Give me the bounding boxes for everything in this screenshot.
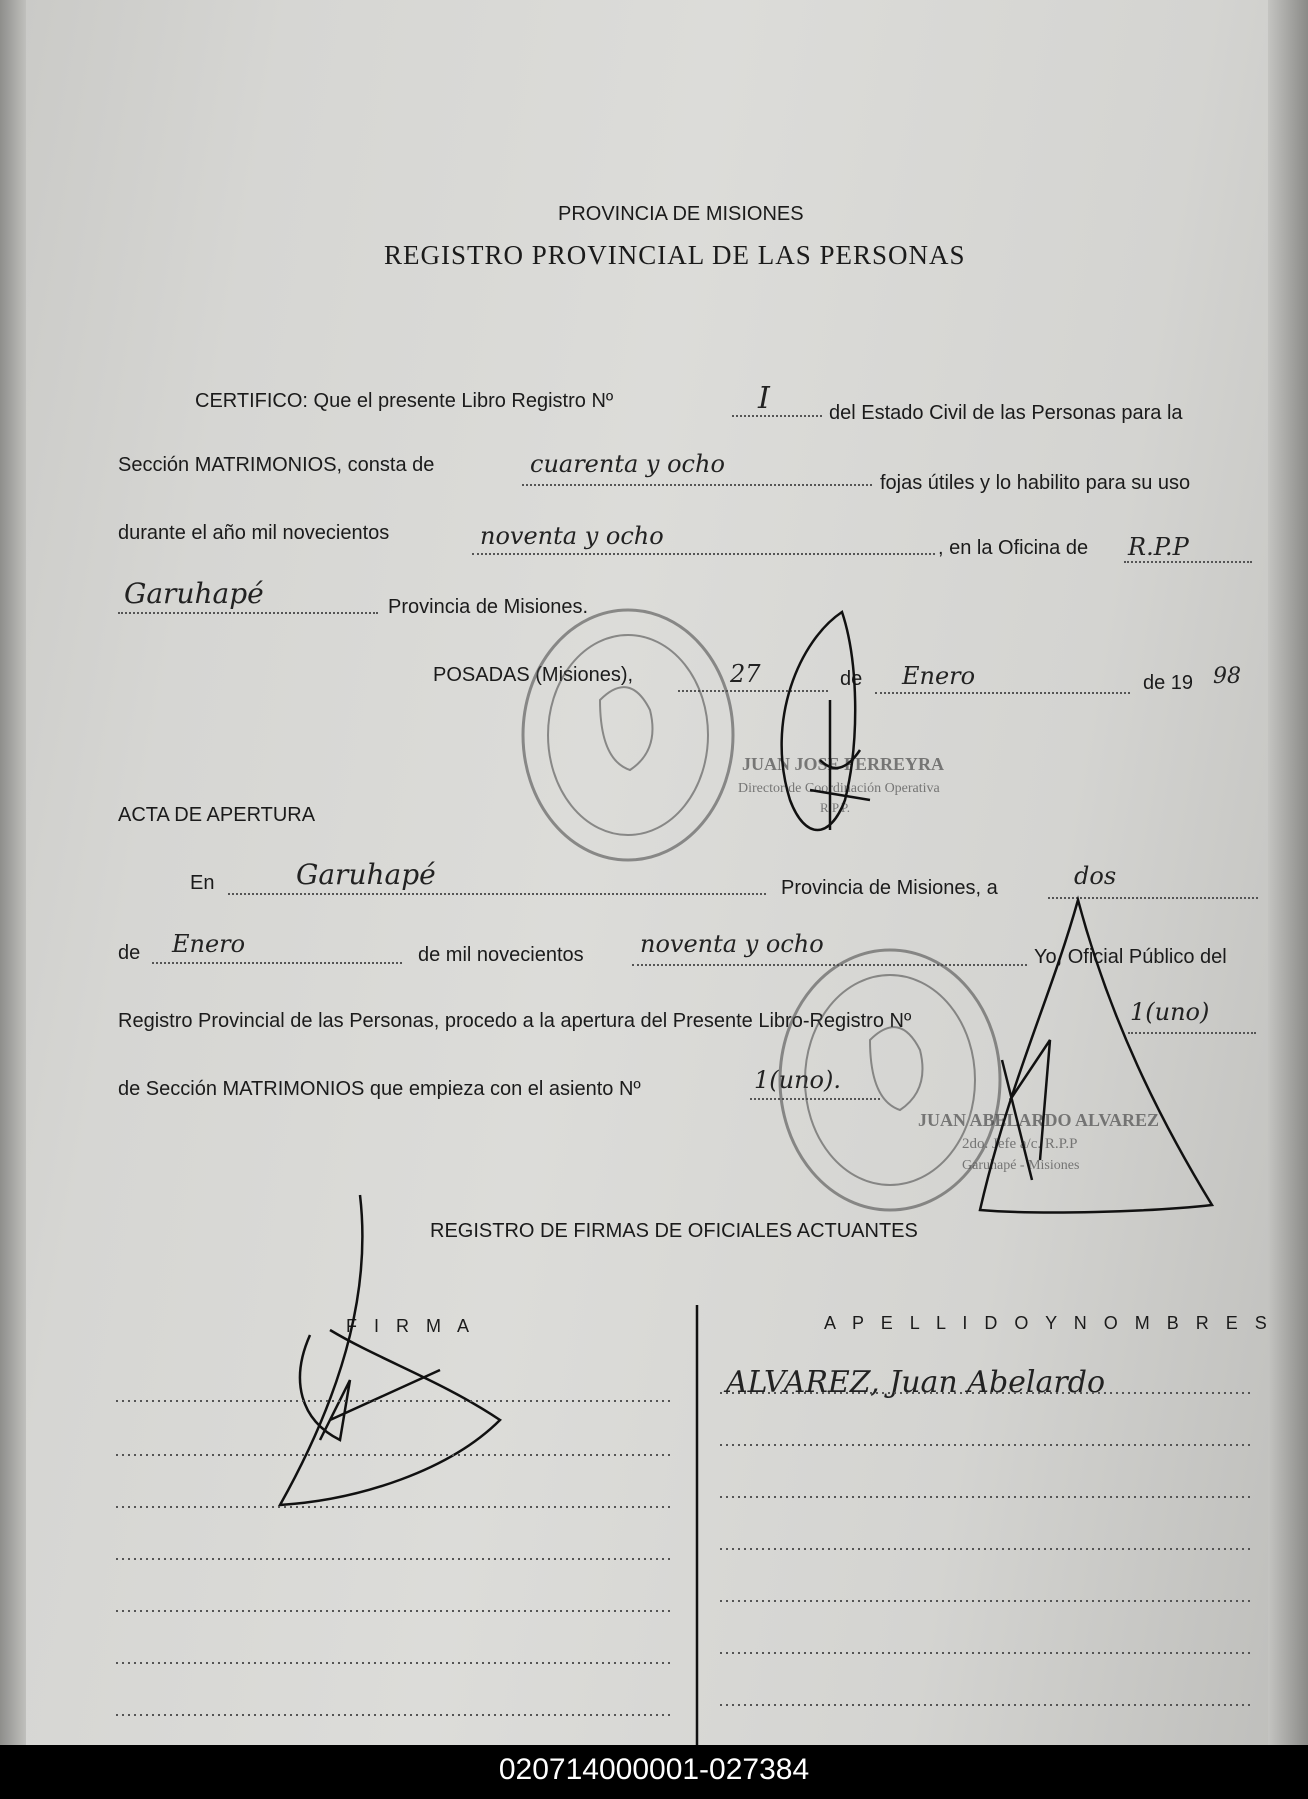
cert-line2-start: Sección MATRIMONIOS, consta de: [118, 454, 435, 476]
acta-de: de: [118, 942, 141, 964]
official-name-handwritten: ALVAREZ, Juan Abelardo: [726, 1365, 1105, 1400]
stamp1-name: JUAN JOSE FERREYRA: [742, 754, 945, 774]
date-de-label: de: [840, 668, 863, 690]
signature-3: [280, 1195, 500, 1505]
barcode-text: 020714000001-027384: [498, 1753, 810, 1786]
seal-stamp-2: [780, 950, 1000, 1210]
office-handwritten: R.P.P: [1128, 533, 1189, 561]
firmas-heading: REGISTRO DE FIRMAS DE OFICIALES ACTUANTES: [430, 1220, 918, 1242]
cert-line1-end: del Estado Civil de las Personas para la: [829, 402, 1183, 424]
nombres-column-header: A P E L L I D O Y N O M B R E S: [824, 1313, 1273, 1333]
signature-2: [980, 900, 1212, 1212]
fojas-handwritten: cuarenta y ocho: [530, 450, 725, 478]
barcode-footer: [0, 1745, 1308, 1799]
cert-line4: Provincia de Misiones.: [388, 596, 589, 618]
acta-place-handwritten: Garuhapé: [296, 858, 436, 891]
day-handwritten: 27: [730, 660, 761, 688]
seal-stamp-1: [523, 610, 733, 860]
year-suffix-handwritten: 98: [1213, 664, 1241, 689]
acta-day-handwritten: dos: [1074, 862, 1117, 890]
firma-column-header: F I R M A: [346, 1316, 476, 1336]
province-title: PROVINCIA DE MISIONES: [558, 203, 804, 225]
acta-yo: Yo, Oficial Público del: [1034, 946, 1227, 968]
cert-line3-middle: , en la Oficina de: [938, 537, 1089, 559]
firma-column-lines: [116, 1401, 670, 1715]
acta-asiento-handwritten: 1(uno).: [754, 1066, 841, 1094]
libro-no-handwritten: I: [758, 381, 770, 416]
stamp2-title: 2do. Jefe a/c. R.P.P: [962, 1136, 1078, 1152]
signature-1: [782, 612, 870, 830]
acta-prov: Provincia de Misiones, a: [781, 877, 998, 899]
year-words-handwritten: noventa y ocho: [480, 522, 664, 550]
stamp2-name: JUAN ABELARDO ALVAREZ: [918, 1110, 1160, 1130]
year-prefix: de 19: [1143, 672, 1194, 694]
acta-line3: Registro Provincial de las Personas, procedo a la apertura del Presente Libro-Registro Nº: [118, 1010, 912, 1032]
acta-en: En: [190, 872, 215, 894]
posadas-label: POSADAS (Misiones),: [433, 664, 634, 686]
acta-line4: de Sección MATRIMONIOS que empieza con el asiento Nº: [118, 1078, 641, 1100]
locality-handwritten: Garuhapé: [124, 577, 264, 610]
acta-libro-handwritten: 1(uno): [1130, 998, 1210, 1026]
nombres-column-lines: [720, 1393, 1254, 1705]
stamp1-sub: R.P.P.: [820, 800, 850, 815]
acta-year-handwritten: noventa y ocho: [640, 930, 824, 958]
registry-title: REGISTRO PROVINCIAL DE LAS PERSONAS: [384, 240, 966, 270]
cert-line3-start: durante el año mil novecientos: [118, 522, 390, 544]
cert-line1-start: CERTIFICO: Que el presente Libro Registro Nº: [195, 390, 614, 412]
cert-line2-end: fojas útiles y lo habilito para su uso: [880, 472, 1191, 494]
month-handwritten: Enero: [902, 662, 976, 690]
acta-mil: de mil novecientos: [418, 944, 584, 966]
stamp1-title: Director de Coordinación Operativa: [738, 781, 940, 796]
acta-month-handwritten: Enero: [172, 930, 246, 958]
acta-heading: ACTA DE APERTURA: [118, 804, 316, 826]
stamp2-sub: Garuhapé - Misiones: [962, 1158, 1080, 1173]
